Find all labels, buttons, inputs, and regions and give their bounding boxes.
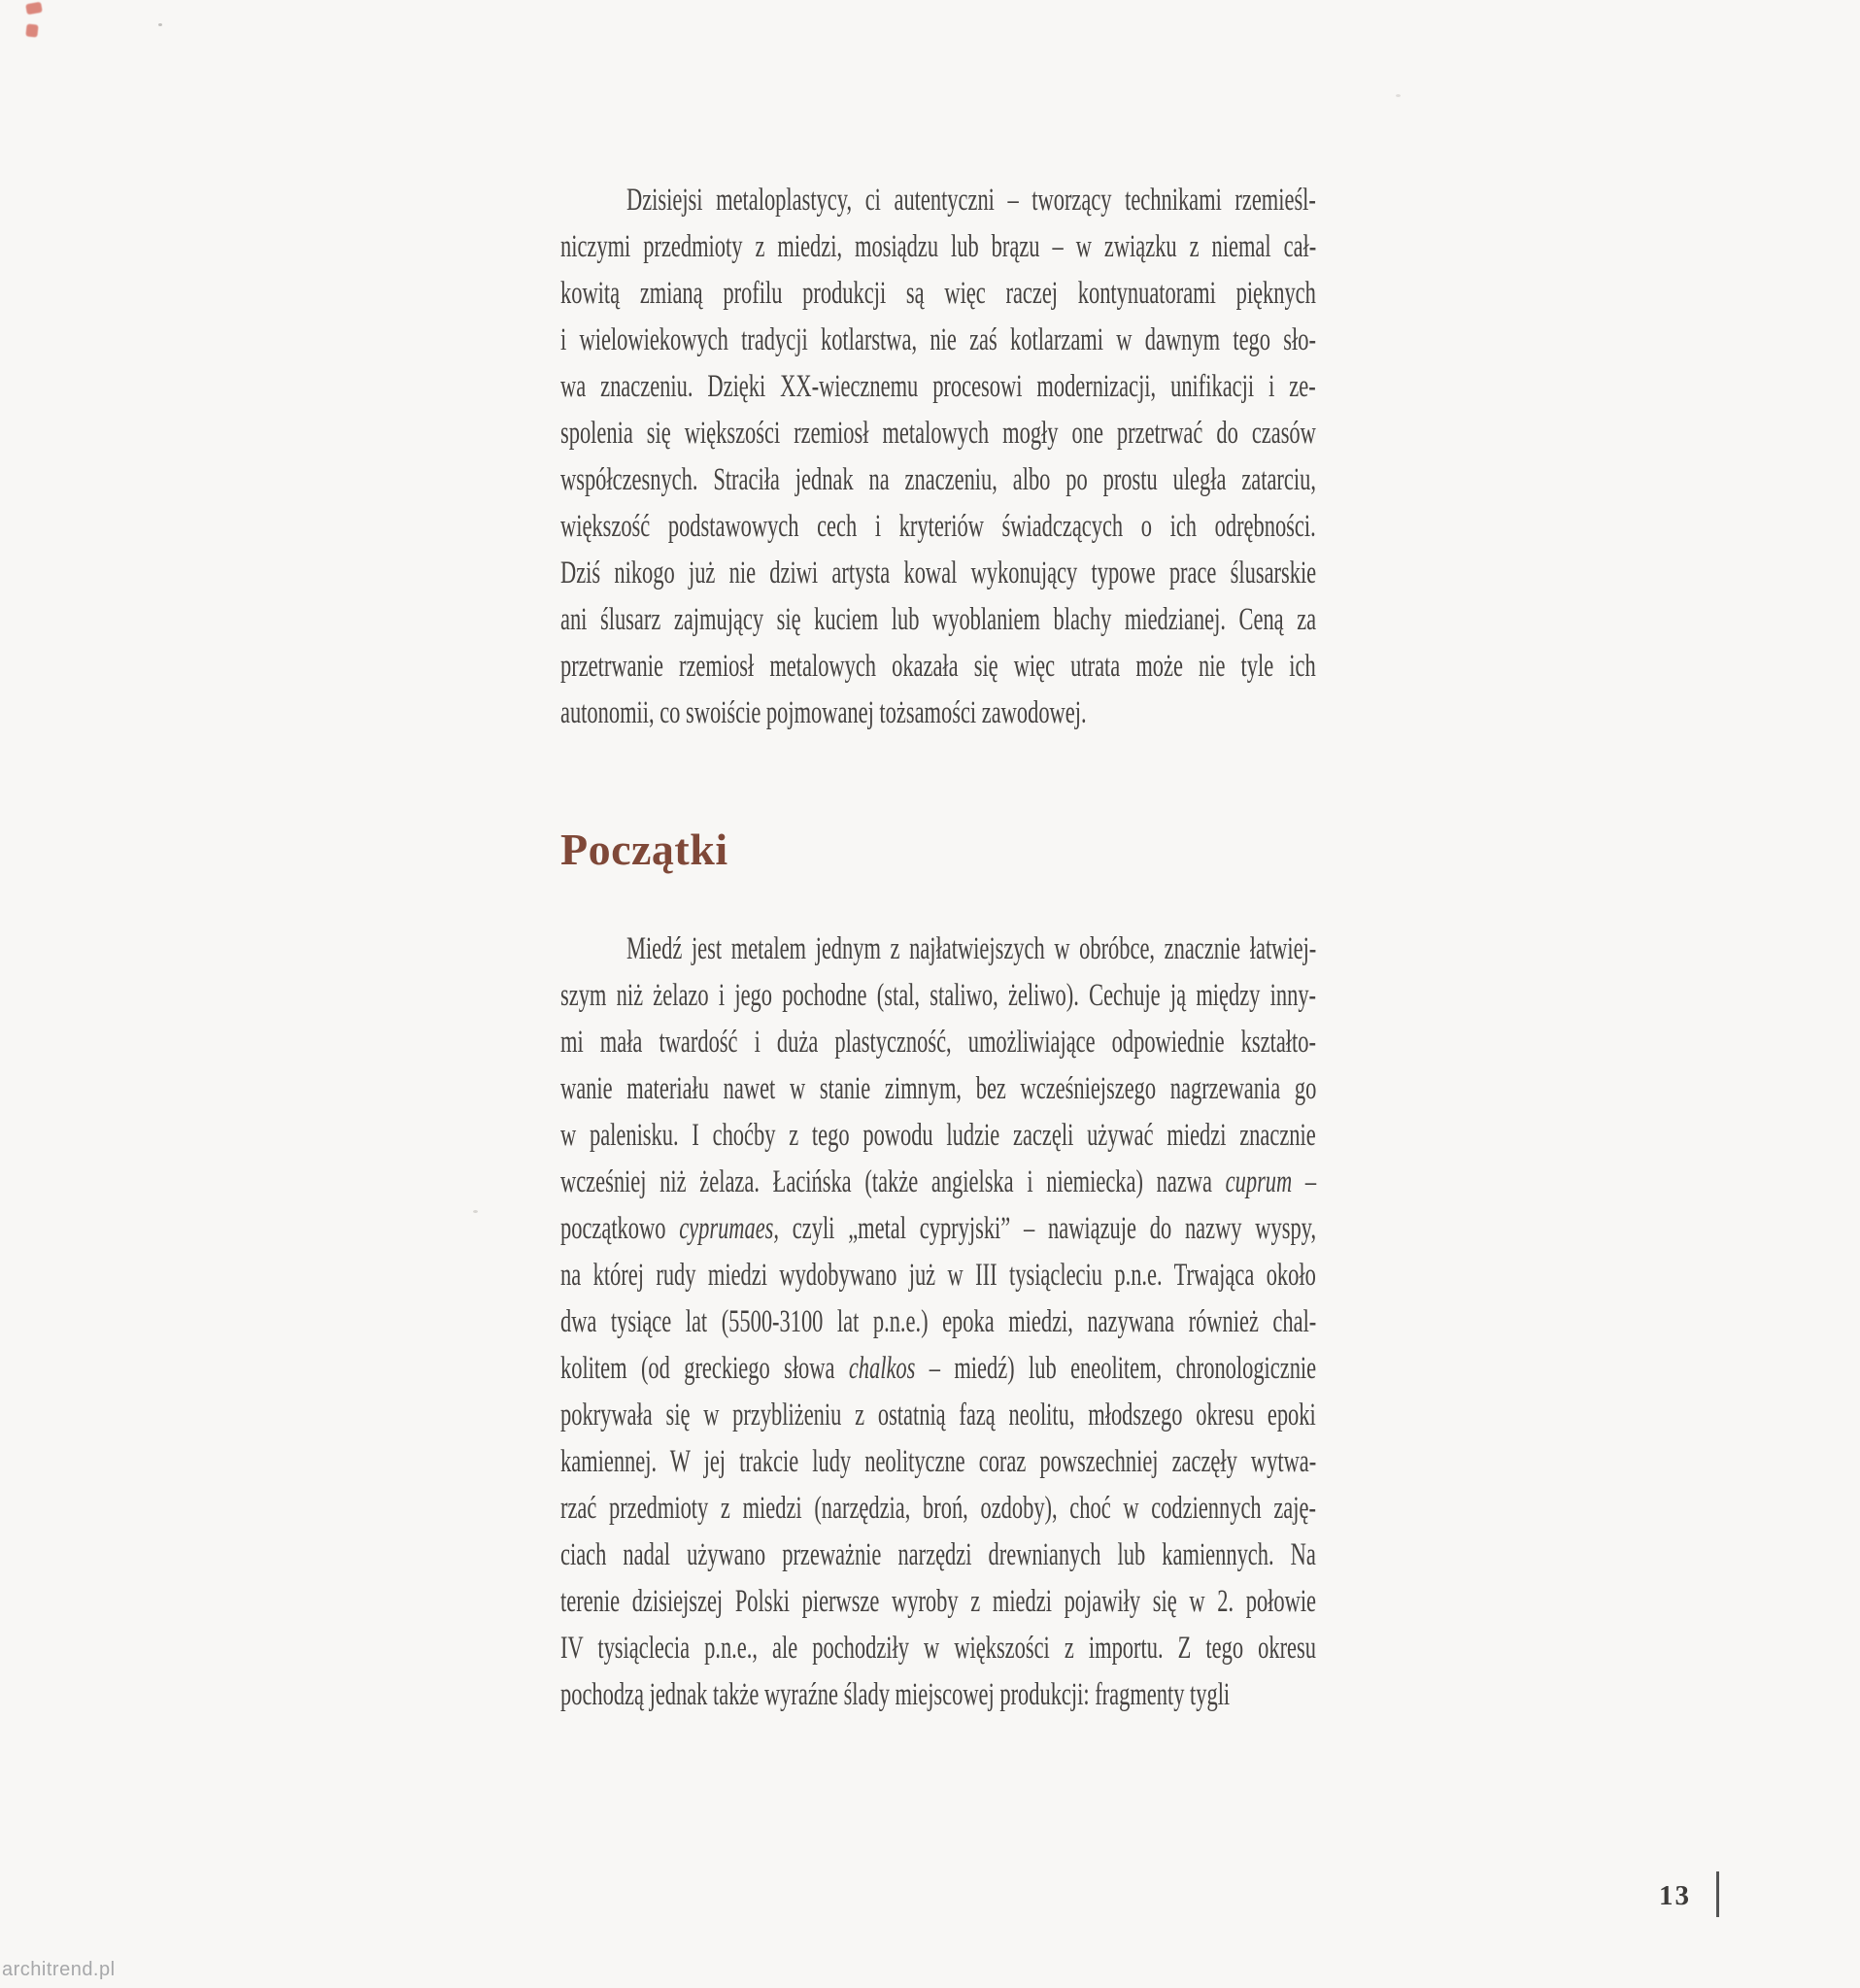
paragraph-2 <box>560 926 1316 1718</box>
text-line: ciach nadal używano przeważnie narzędzi drewnianych lub kamiennych. Na <box>560 1537 1316 1572</box>
text-line: i wielowiekowych tradycji kotlarstwa, nie zaś kotlarzami w dawnym tego sło- <box>560 322 1316 357</box>
text-line: Dzisiejsi metaloplastycy, ci autentyczni – tworzący technikami rzemieśl- <box>626 183 1316 218</box>
page-number-divider <box>1716 1871 1719 1917</box>
text-line: autonomii, co swoiście pojmowanej tożsamości zawodowej. <box>560 695 1087 730</box>
text-line: dwa tysiące lat (5500-3100 lat p.n.e.) epoka miedzi, nazywana również chal- <box>560 1304 1317 1339</box>
page-number: 13 <box>1659 1880 1691 1911</box>
scan-red-mark-icon <box>25 2 43 16</box>
text-line: większość podstawowych cech i kryteriów świadczących o ich odrębności. <box>560 509 1316 544</box>
section-heading: Początki <box>560 825 728 874</box>
text-line: w palenisku. I choćby z tego powodu ludzie zaczęli używać miedzi znacznie <box>560 1118 1316 1153</box>
text-line: mi mała twardość i duża plastyczność, umożliwiające odpowiednie kształto- <box>560 1025 1316 1060</box>
text-line: przetrwanie rzemiosł metalowych okazała się więc utrata może nie tyle ich <box>560 649 1316 684</box>
text-line: pokrywała się w przybliżeniu z ostatnią fazą neolitu, młodszego okresu epoki <box>560 1398 1316 1432</box>
scan-speck <box>473 1210 478 1213</box>
scan-speck <box>1396 94 1401 97</box>
text-line: terenie dzisiejszej Polski pierwsze wyroby z miedzi pojawiły się w 2. połowie <box>560 1584 1317 1619</box>
text-line: rzać przedmioty z miedzi (narzędzia, broń, ozdoby), choć w codziennych zaję- <box>560 1491 1316 1526</box>
text-line: na której rudy miedzi wydobywano już w III tysiącleciu p.n.e. Trwająca około <box>560 1258 1316 1293</box>
text-line: wcześniej niż żelaza. Łacińska (także angielska i niemiecka) nazwa cuprum – <box>560 1164 1317 1199</box>
text-line: początkowo cyprumaes, czyli „metal cypryjski” – nawiązuje do nazwy wyspy, <box>560 1211 1317 1246</box>
text-line: kolitem (od greckiego słowa chalkos – miedź) lub eneolitem, chronologicznie <box>560 1351 1317 1386</box>
text-line: pochodzą jednak także wyraźne ślady miejscowej produkcji: fragmenty tygli <box>560 1677 1231 1712</box>
scan-speck <box>158 23 162 26</box>
text-line: niczymi przedmioty z miedzi, mosiądzu lub brązu – w związku z niemal cał- <box>560 229 1317 264</box>
text-line: kamiennej. W jej trakcie ludy neolityczne coraz powszechniej zaczęły wytwa- <box>560 1444 1317 1479</box>
text-line: ani ślusarz zajmujący się kuciem lub wyoblaniem blachy miedzianej. Ceną za <box>560 602 1317 637</box>
text-line: Miedź jest metalem jednym z najłatwiejszych w obróbce, znacznie łatwiej- <box>626 931 1317 966</box>
text-line: IV tysiąclecia p.n.e., ale pochodziły w większości z importu. Z tego okresu <box>560 1631 1316 1666</box>
text-line: Dziś nikogo już nie dziwi artysta kowal wykonujący typowe prace ślusarskie <box>560 556 1317 590</box>
text-line: szym niż żelazo i jego pochodne (stal, staliwo, żeliwo). Cechuje ją między inny- <box>560 978 1317 1013</box>
text-line: wa znaczeniu. Dzięki XX-wiecznemu procesowi modernizacji, unifikacji i ze- <box>560 369 1316 404</box>
paragraph-1 <box>560 177 1316 736</box>
text-line: kowitą zmianą profilu produkcji są więc raczej kontynuatorami pięknych <box>560 276 1316 311</box>
text-line: spolenia się większości rzemiosł metalowych mogły one przetrwać do czasów <box>560 416 1316 451</box>
text-line: wanie materiału nawet w stanie zimnym, bez wcześniejszego nagrzewania go <box>560 1071 1317 1106</box>
scan-red-mark-icon <box>25 23 38 37</box>
text-line: współczesnych. Straciła jednak na znaczeniu, albo po prostu uległa zatarciu, <box>560 462 1316 497</box>
watermark: architrend.pl <box>2 1959 116 1980</box>
